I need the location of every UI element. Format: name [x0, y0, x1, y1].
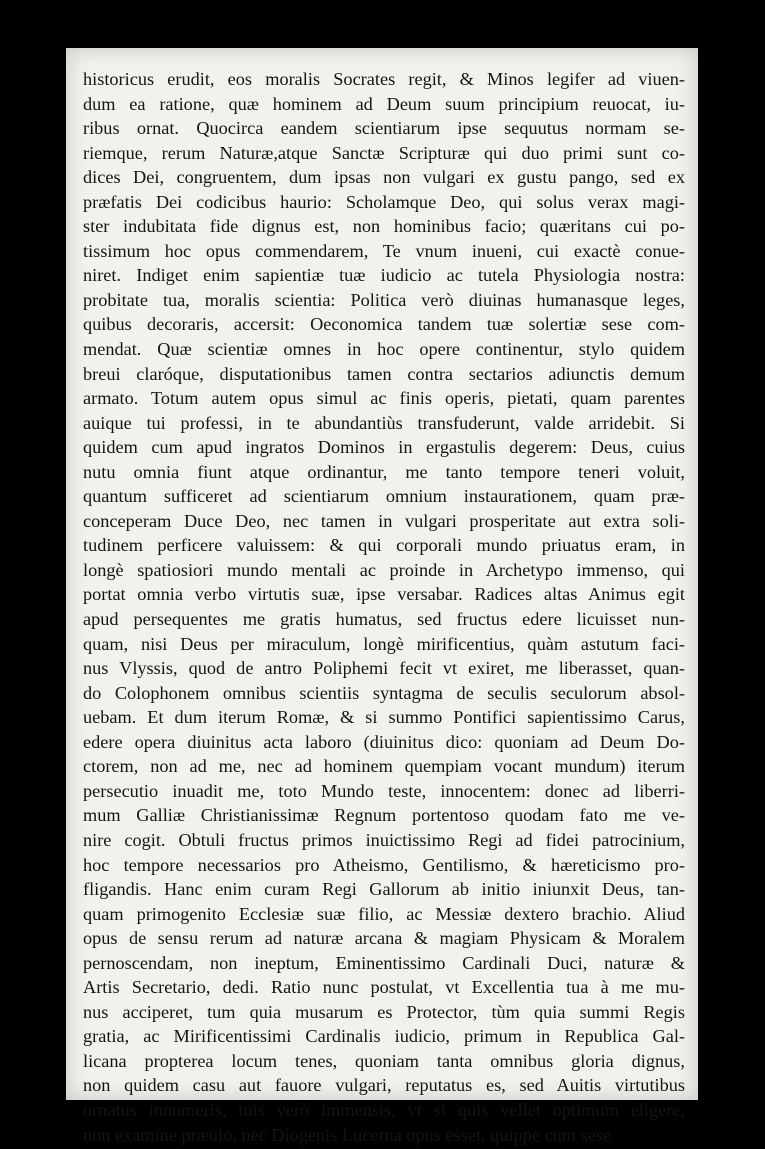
text-line: nire cogit. Obtuli fructus primos inuictissimo Regi ad fidei patrocinium, — [83, 829, 685, 850]
body-text — [83, 67, 685, 1147]
text-line: præfatis Dei codicibus haurio: Scholamque Deo, qui solus verax magi- — [83, 191, 685, 212]
text-line: niret. Indiget enim sapientiæ tuæ iudicio ac tutela Physiologia nostra: — [83, 265, 685, 286]
text-line: tissimum hoc opus commendarem, Te vnum inueni, cui exactè conue- — [83, 240, 685, 261]
text-line: dices Dei, congruentem, dum ipsas non vulgari ex gustu pango, sed ex — [83, 167, 685, 188]
text-line: pernoscendam, non ineptum, Eminentissimo Cardinali Duci, naturæ & — [83, 952, 685, 973]
text-line: non examine præuio, nec Diogenis Lucerna opus esset, quippe cum sese — [83, 1124, 611, 1145]
text-line: ribus ornat. Quocirca eandem scientiarum ipse sequutus normam se- — [83, 118, 685, 139]
text-line: conceperam Duce Deo, nec tamen in vulgari prosperitate aut extra soli- — [83, 510, 685, 531]
text-line: hoc tempore necessarios pro Atheismo, Gentilismo, & hæreticismo pro- — [83, 854, 685, 875]
text-line: dum ea ratione, quæ hominem ad Deum suum principium reuocat, iu- — [83, 93, 685, 114]
text-line: quantum sufficeret ad scientiarum omnium instaurationem, quam præ- — [83, 486, 685, 507]
text-line: Artis Secretario, dedi. Ratio nunc postulat, vt Excellentia tua à me mu- — [83, 977, 685, 998]
text-line: edere opera diuinitus acta laboro (diuinitus dico: quoniam ad Deum Do- — [83, 731, 685, 752]
text-line: historicus erudit, eos moralis Socrates regit, & Minos legifer ad viuen- — [83, 69, 685, 89]
text-line: mendat. Quæ scientiæ omnes in hoc opere continentur, stylo quidem — [83, 339, 685, 360]
text-line: quibus decoraris, accersit: Oeconomica tandem tuæ solertiæ sese com- — [83, 314, 685, 335]
text-line: riemque, rerum Naturæ,atque Sanctæ Scripturæ qui duo primi sunt co- — [83, 142, 685, 163]
text-line: nus Vlyssis, quod de antro Poliphemi fecit vt exiret, me liberasset, quan- — [83, 658, 685, 679]
text-line: probitate tua, moralis scientia: Politica verò diuinas humanasque leges, — [83, 289, 685, 310]
text-line: ornatus innumeris, tuis verò immensis, vt si quis vellet optimum eligere, — [83, 1099, 685, 1120]
text-line: quidem cum apud ingratos Dominos in ergastulis degerem: Deus, cuius — [83, 437, 685, 458]
text-line: armato. Totum autem opus simul ac finis operis, pietati, quam parentes — [83, 388, 685, 409]
text-line: gratia, ac Mirificentissimi Cardinalis iudicio, primum in Republica Gal- — [83, 1026, 685, 1047]
text-line: non quidem casu aut fauore vulgari, reputatus es, sed Auitis virtutibus — [83, 1075, 685, 1096]
text-line: apud persequentes me gratis humatus, sed fructus edere licuisset nun- — [83, 609, 685, 630]
text-line: tudinem perficere valuissem: & qui corporali mundo priuatus eram, in — [83, 535, 685, 556]
text-line: uebam. Et dum iterum Romæ, & si summo Pontifici sapientissimo Carus, — [83, 707, 685, 728]
text-line: fligandis. Hanc enim curam Regi Gallorum ab initio iniunxit Deus, tan- — [83, 879, 685, 900]
text-line: ster indubitata fide dignus est, non hominibus facio; quæritans cui po- — [83, 216, 685, 237]
text-line: persecutio inuadit me, toto Mundo teste, innocentem: donec ad liberri- — [83, 780, 685, 801]
text-line: quam, nisi Deus per miraculum, longè mirificentius, quàm astutum faci- — [83, 633, 685, 654]
text-line: ctorem, non ad me, nec ad hominem quempiam vocant mundum) iterum — [83, 756, 685, 777]
text-line: do Colophonem omnibus scientiis syntagma de seculis seculorum absol- — [83, 682, 685, 703]
text-line: mum Galliæ Christianissimæ Regnum portentoso quodam fato me ve- — [83, 805, 685, 826]
text-line: longè spatiosiori mundo mentali ac proinde in Archetypo immenso, qui — [83, 559, 685, 580]
text-line: licana propterea locum tenes, quoniam tanta omnibus gloria dignus, — [83, 1050, 685, 1071]
book-page — [66, 48, 698, 1145]
text-line: nus acciperet, tum quia musarum es Protector, tùm quia summi Regis — [83, 1001, 685, 1022]
text-line: auique tui professi, in te abundantiùs transfuderunt, valde arridebit. Si — [83, 412, 685, 433]
text-line: nutu omnia fiunt atque ordinantur, me tanto tempore teneri voluit, — [83, 461, 685, 482]
text-line: breui claróque, disputationibus tamen contra sectarios adiunctis demum — [83, 363, 685, 384]
text-line: quam primogenito Ecclesiæ suæ filio, ac Messiæ dextero brachio. Aliud — [83, 903, 685, 924]
text-line: portat omnia verbo virtutis suæ, ipse versabar. Radices altas Animus egit — [83, 584, 685, 605]
text-line: opus de sensu rerum ad naturæ arcana & magiam Physicam & Moralem — [83, 928, 685, 949]
